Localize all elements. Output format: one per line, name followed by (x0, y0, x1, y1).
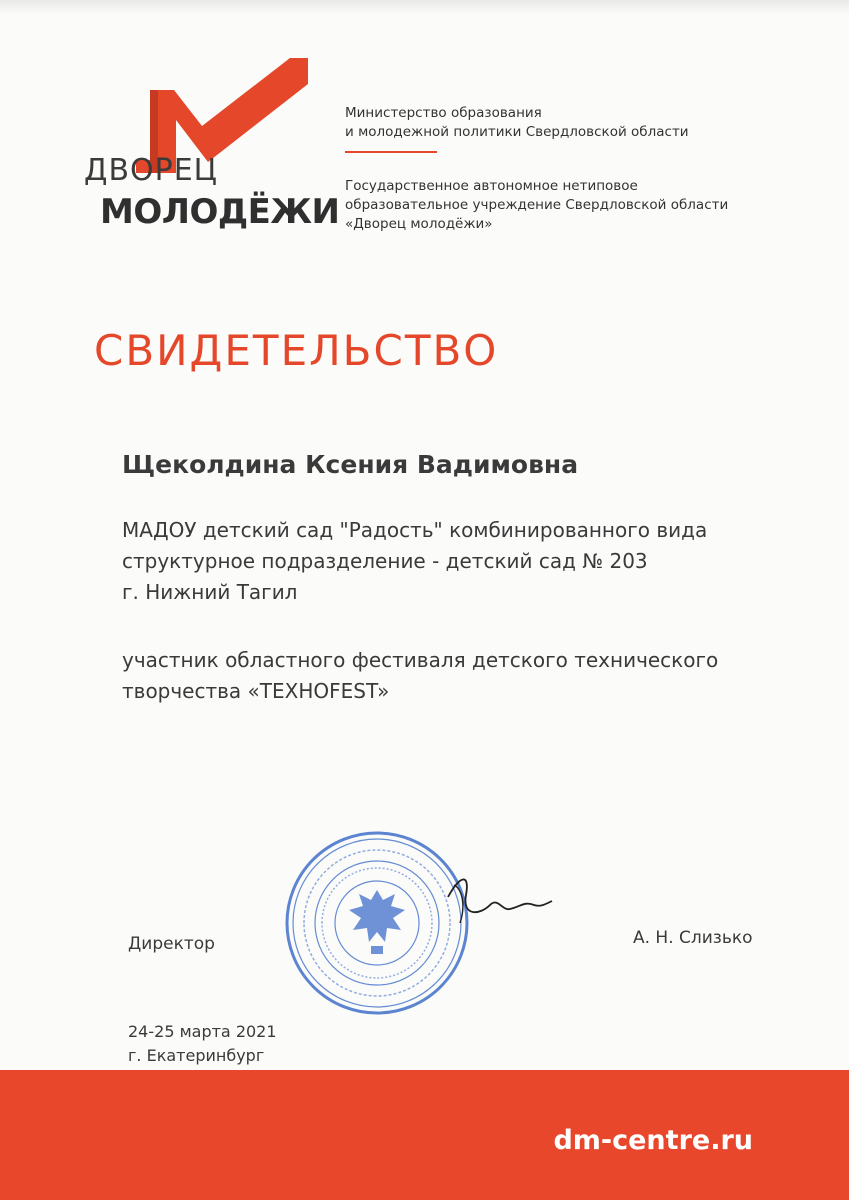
director-signature-icon (440, 865, 560, 935)
recipient-org-line-3: г. Нижний Тагил (122, 580, 298, 604)
director-label: Директор (128, 934, 215, 954)
logo-wordmark-line2: МОЛОДЁЖИ (100, 192, 340, 232)
participation-line-2: творчества «TEXHOFEST» (122, 679, 390, 703)
recipient-org-line-2: структурное подразделение - детский сад № 203 (122, 549, 648, 573)
document-title: СВИДЕТЕЛЬСТВО (94, 326, 499, 375)
scan-edge-shadow (0, 0, 849, 14)
org-line-3: «Дворец молодёжи» (345, 216, 493, 232)
event-city: г. Екатеринбург (128, 1046, 265, 1065)
ministry-line-1: Министерство образования (345, 105, 542, 121)
org-line-1: Государственное автономное нетиповое (345, 178, 638, 194)
organization-name (345, 177, 765, 234)
recipient-org-line-1: МАДОУ детский сад "Радость" комбинированного вида (122, 518, 708, 542)
recipient-name: Щеколдина Ксения Вадимовна (122, 450, 579, 479)
participation-line-1: участник областного фестиваля детского технического (122, 648, 719, 672)
recipient-organization (122, 515, 782, 608)
header-divider (345, 151, 437, 153)
org-line-2: образовательное учреждение Свердловской области (345, 197, 729, 213)
ministry-line-2: и молодежной политики Свердловской области (345, 124, 689, 140)
director-name: А. Н. Слизько (633, 928, 753, 948)
event-date: 24-25 марта 2021 (128, 1022, 277, 1041)
website-url: dm-centre.ru (553, 1125, 753, 1156)
participation-text (122, 645, 782, 707)
logo-wordmark-line1: ДВОРЕЦ (84, 153, 218, 188)
ministry-name (345, 104, 765, 142)
